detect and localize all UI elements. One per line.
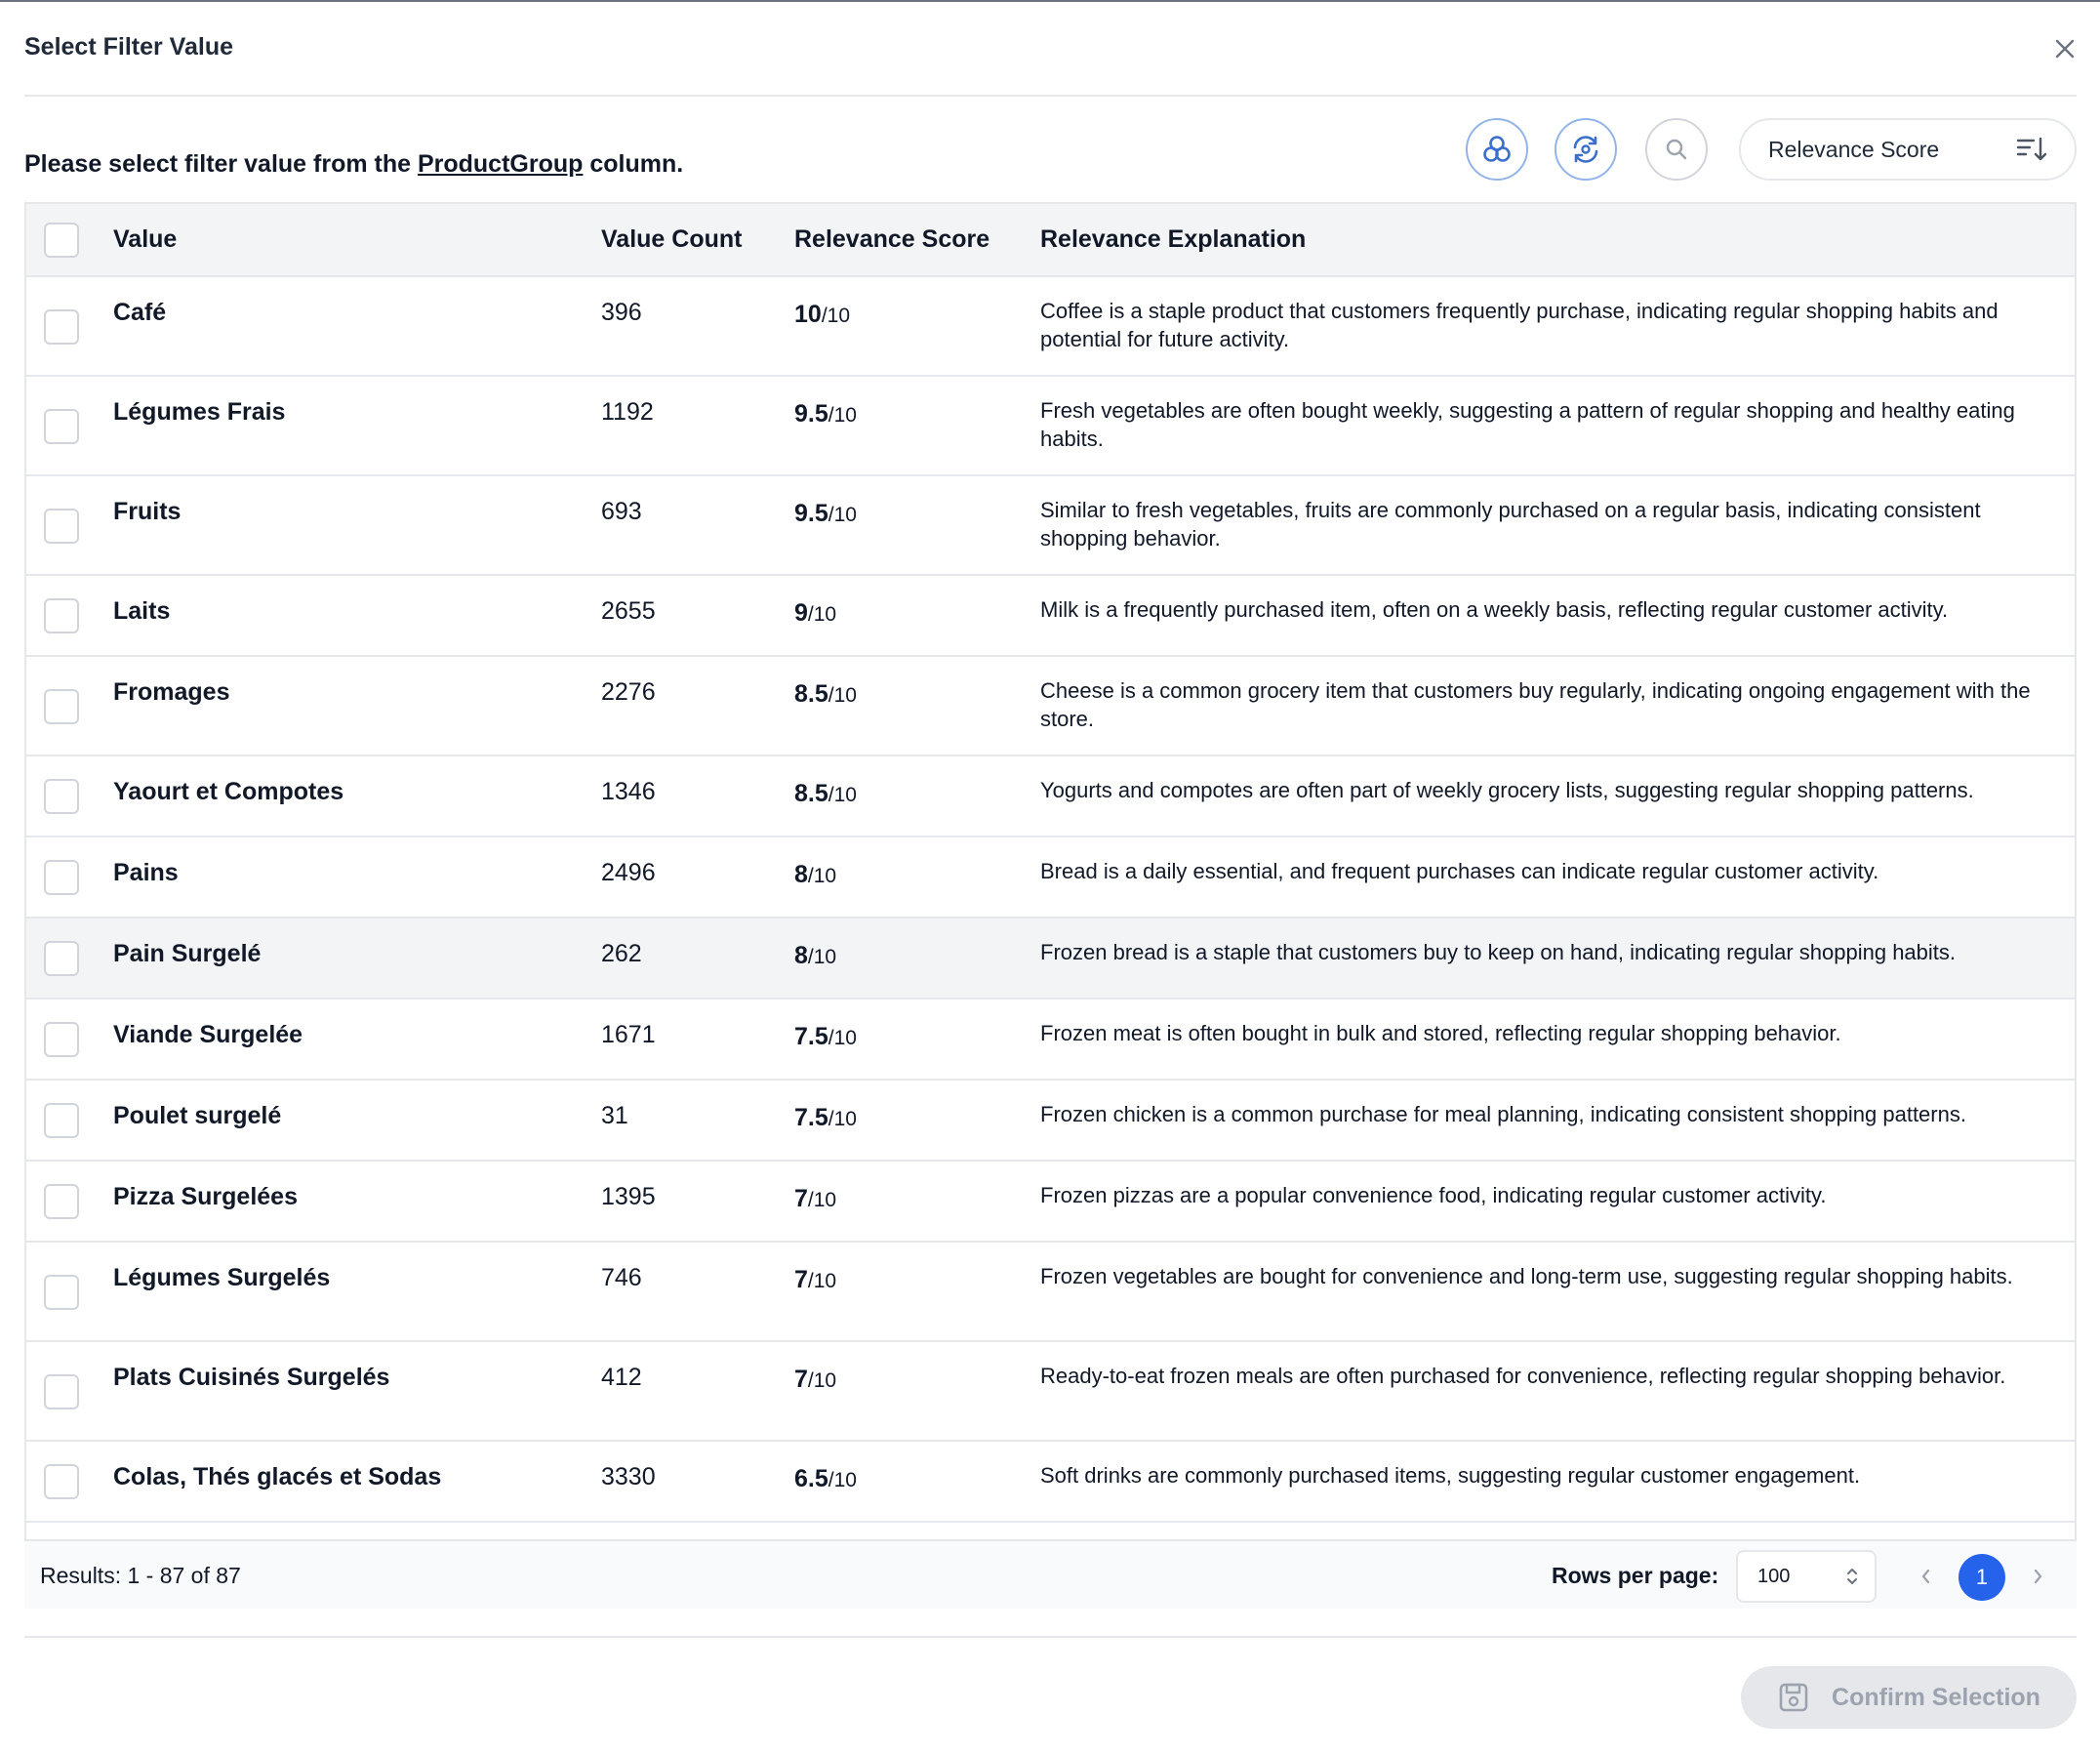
previous-page-button[interactable] — [1904, 1554, 1949, 1599]
cell-explanation: Coffee is a staple product that customers frequently purchase, indicating regular shopping habits and potential for future activity. — [1040, 299, 1999, 351]
row-checkbox[interactable] — [44, 1103, 79, 1138]
table-row[interactable] — [26, 277, 2075, 377]
cell-explanation: Soft drinks are commonly purchased items, suggesting regular customer engagement. — [1040, 1463, 1861, 1488]
table-row[interactable] — [26, 1442, 2075, 1523]
cell-count: 396 — [601, 299, 642, 326]
table-row[interactable] — [26, 1162, 2075, 1243]
header-relevance-score[interactable]: Relevance Score — [794, 225, 990, 253]
cell-explanation: Fresh vegetables are often bought weekly, suggesting a pattern of regular shopping and healthy eating habits. — [1040, 398, 2015, 451]
table-row[interactable] — [26, 377, 2075, 476]
results-count: Results: 1 - 87 of 87 — [40, 1563, 241, 1588]
cell-count: 2276 — [601, 678, 656, 706]
confirm-selection-button[interactable] — [1741, 1666, 2077, 1729]
table-footer — [24, 1539, 2077, 1609]
row-checkbox[interactable] — [44, 309, 79, 345]
cell-score: 9.5/10 — [794, 400, 857, 428]
cell-value: Colas, Thés glacés et Sodas — [113, 1463, 442, 1490]
cell-value: Laits — [113, 597, 171, 625]
table-row[interactable] — [26, 756, 2075, 837]
cell-value: Légumes Frais — [113, 398, 286, 426]
row-checkbox[interactable] — [44, 1374, 79, 1409]
row-checkbox[interactable] — [44, 409, 79, 444]
sort-select-label: Relevance Score — [1768, 136, 1940, 162]
cell-explanation: Frozen chicken is a common purchase for meal planning, indicating consistent shopping patterns. — [1040, 1102, 1966, 1126]
row-checkbox[interactable] — [44, 779, 79, 814]
table-row[interactable] — [26, 1081, 2075, 1162]
cell-score: 7.5/10 — [794, 1104, 857, 1131]
refresh-button[interactable] — [1555, 118, 1617, 181]
table-row[interactable] — [26, 576, 2075, 657]
row-checkbox[interactable] — [44, 1184, 79, 1219]
cell-count: 1671 — [601, 1021, 656, 1048]
table-row[interactable] — [26, 657, 2075, 756]
cell-count: 1395 — [601, 1183, 656, 1210]
filter-prompt: Please select filter value from the ProductGroup column. — [24, 150, 684, 178]
cell-explanation: Frozen meat is often bought in bulk and stored, reflecting regular shopping behavior. — [1040, 1021, 1841, 1045]
table-row[interactable] — [26, 1342, 2075, 1442]
cell-value: Fruits — [113, 498, 182, 525]
cell-count: 412 — [601, 1364, 642, 1391]
column-name-link[interactable]: ProductGroup — [417, 150, 584, 178]
cluster-button[interactable] — [1466, 118, 1528, 181]
header-value-count[interactable]: Value Count — [601, 225, 743, 253]
chevron-left-icon — [1919, 1567, 1933, 1586]
cell-explanation: Milk is a frequently purchased item, often on a weekly basis, reflecting regular customer activity. — [1040, 597, 1949, 622]
sort-descending-icon — [2016, 136, 2047, 163]
cell-score: 7/10 — [794, 1266, 837, 1293]
row-checkbox[interactable] — [44, 509, 79, 544]
header-divider — [24, 95, 2077, 97]
close-icon — [2054, 38, 2076, 60]
values-table — [24, 202, 2077, 1609]
table-header — [26, 204, 2075, 277]
cell-explanation: Similar to fresh vegetables, fruits are commonly purchased on a regular basis, indicating consistent shopping behavior. — [1040, 498, 1981, 551]
cell-score: 7/10 — [794, 1185, 837, 1212]
header-relevance-explanation[interactable]: Relevance Explanation — [1040, 225, 1307, 253]
page-button-current[interactable]: 1 — [1959, 1554, 2005, 1601]
cell-explanation: Cheese is a common grocery item that customers buy regularly, indicating ongoing engagement with the store. — [1040, 678, 2031, 731]
chevron-up-down-icon — [1845, 1566, 1859, 1587]
table-row[interactable] — [26, 918, 2075, 1000]
cell-score: 7.5/10 — [794, 1023, 857, 1050]
cell-explanation: Ready-to-eat frozen meals are often purchased for convenience, reflecting regular shopping behavior. — [1040, 1364, 2006, 1388]
cell-score: 8/10 — [794, 942, 837, 969]
footer-divider — [24, 1636, 2077, 1638]
cell-count: 262 — [601, 940, 642, 967]
cell-explanation: Yogurts and compotes are often part of weekly grocery lists, suggesting regular shopping patterns. — [1040, 778, 1974, 802]
header-value[interactable]: Value — [113, 225, 178, 253]
table-row[interactable] — [26, 837, 2075, 918]
cell-count: 1346 — [601, 778, 656, 805]
next-page-button[interactable] — [2015, 1554, 2060, 1599]
rows-per-page-label: Rows per page: — [1552, 1563, 1719, 1588]
cell-score: 8.5/10 — [794, 680, 857, 708]
table-row[interactable] — [26, 476, 2075, 576]
cell-score: 9/10 — [794, 599, 837, 627]
save-icon — [1777, 1681, 1810, 1714]
cell-count: 3330 — [601, 1463, 656, 1490]
cell-explanation: Frozen pizzas are a popular convenience food, indicating regular customer activity. — [1040, 1183, 1827, 1207]
table-row[interactable] — [26, 1000, 2075, 1081]
cell-value: Poulet surgelé — [113, 1102, 282, 1129]
cell-count: 31 — [601, 1102, 628, 1129]
cell-value: Viande Surgelée — [113, 1021, 303, 1048]
row-checkbox[interactable] — [44, 1022, 79, 1057]
cell-value: Pizza Surgelées — [113, 1183, 298, 1210]
close-button[interactable] — [2049, 33, 2080, 64]
refresh-icon — [1569, 133, 1602, 166]
cell-explanation: Bread is a daily essential, and frequent purchases can indicate regular customer activity. — [1040, 859, 1879, 883]
cell-score: 10/10 — [794, 301, 851, 328]
dialog-title: Select Filter Value — [24, 33, 233, 61]
table-row[interactable] — [26, 1243, 2075, 1342]
cell-count: 1192 — [601, 398, 654, 426]
cell-score: 8.5/10 — [794, 780, 857, 807]
cell-count: 2496 — [601, 859, 656, 886]
cell-value: Pains — [113, 859, 179, 886]
row-checkbox[interactable] — [44, 1275, 79, 1310]
cell-value: Café — [113, 299, 167, 326]
cell-explanation: Frozen bread is a staple that customers buy to keep on hand, indicating regular shopping habits. — [1040, 940, 1957, 964]
confirm-selection-label: Confirm Selection — [1832, 1683, 2040, 1711]
cell-score: 6.5/10 — [794, 1465, 857, 1492]
select-all-checkbox[interactable] — [44, 223, 79, 258]
cell-score: 8/10 — [794, 861, 837, 888]
cell-count: 746 — [601, 1264, 642, 1291]
search-button[interactable] — [1645, 118, 1708, 181]
sort-select[interactable] — [1739, 118, 2077, 181]
row-checkbox[interactable] — [44, 1464, 79, 1499]
row-checkbox[interactable] — [44, 860, 79, 895]
rows-per-page-value: 100 — [1757, 1565, 1791, 1587]
row-checkbox[interactable] — [44, 689, 79, 724]
chevron-right-icon — [2031, 1567, 2044, 1586]
search-icon — [1664, 137, 1689, 162]
cell-value: Pain Surgelé — [113, 940, 262, 967]
row-checkbox[interactable] — [44, 941, 79, 976]
cell-value: Yaourt et Compotes — [113, 778, 344, 805]
cell-explanation: Frozen vegetables are bought for convenience and long-term use, suggesting regular shopping habits. — [1040, 1264, 2013, 1288]
cell-count: 2655 — [601, 597, 656, 625]
cell-value: Légumes Surgelés — [113, 1264, 331, 1291]
window-top-edge — [0, 0, 2100, 2]
cell-score: 7/10 — [794, 1366, 837, 1393]
cell-value: Fromages — [113, 678, 230, 706]
cell-score: 9.5/10 — [794, 500, 857, 527]
row-checkbox[interactable] — [44, 598, 79, 633]
cell-value: Plats Cuisinés Surgelés — [113, 1364, 390, 1391]
rows-per-page-select[interactable] — [1736, 1550, 1877, 1603]
cluster-icon — [1481, 134, 1513, 165]
cell-count: 693 — [601, 498, 642, 525]
